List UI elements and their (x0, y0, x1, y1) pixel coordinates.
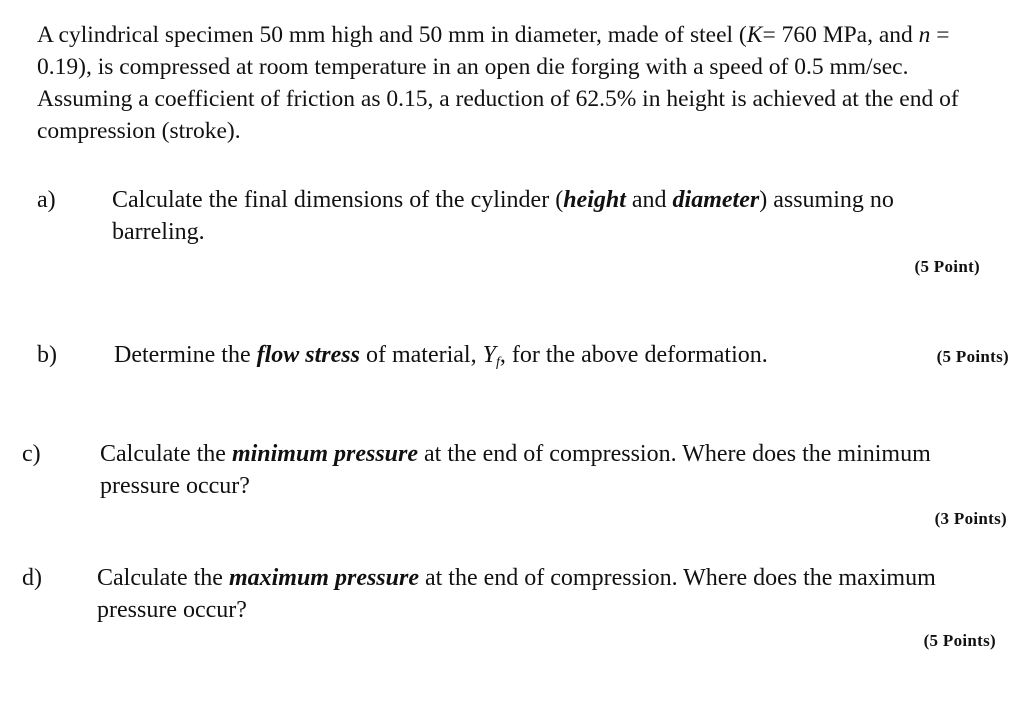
question-d-emphasis-maximum-pressure: maximum pressure (228, 565, 419, 591)
question-a-text-2: and (625, 187, 673, 213)
intro-text-2: = 760 MPa, and (762, 22, 919, 48)
question-b-label: b) (37, 342, 57, 368)
question-a-emphasis-diameter: diameter (672, 187, 760, 213)
question-c-text-1: Calculate the (100, 441, 232, 467)
k-symbol: K (746, 22, 763, 48)
question-a-text-1: Calculate the final dimensions of the cylinder ( (112, 187, 564, 213)
n-symbol: n (918, 22, 931, 48)
question-c-emphasis-minimum-pressure: minimum pressure (231, 441, 418, 467)
question-c-points: (3 Points) (934, 509, 1007, 528)
question-d-text (97, 562, 1002, 626)
question-a-emphasis-height: height (563, 187, 626, 213)
flow-stress-subscript: f (495, 355, 500, 370)
question-d-label: d) (22, 565, 42, 591)
question-b-text-3: , for the above deformation. (499, 342, 768, 368)
question-a-text-3: ) assuming no barreling. (112, 187, 894, 245)
intro-text-1: A cylindrical specimen 50 mm high and 50 mm in diameter, made of steel ( (37, 22, 747, 48)
question-b-text (114, 339, 834, 379)
question-d-points: (5 Points) (923, 631, 996, 650)
intro-text-3: = 0.19), is compressed at room temperature in an open die forging with a speed of 0.5 mm/sec. Assuming a coefficient of friction as 0.15, a reduction of 62.5% in height is achieved at the end of compression (stroke). (37, 22, 959, 144)
question-d-text-1: Calculate the (97, 565, 229, 591)
question-c-text-2: at the end of compression. Where does the minimum pressure occur? (100, 441, 931, 499)
question-b-points: (5 Points) (936, 347, 1009, 366)
problem-statement (37, 19, 987, 147)
question-b-text-2: of material, (359, 342, 483, 368)
question-c-text (100, 438, 1012, 502)
question-b-emphasis-flow-stress: flow stress (256, 342, 360, 368)
question-a-text (112, 184, 982, 248)
question-b-text-1: Determine the (114, 342, 257, 368)
question-d-text-2: at the end of compression. Where does the maximum pressure occur? (97, 565, 936, 623)
question-a-points: (5 Point) (914, 257, 980, 276)
question-c-label: c) (22, 441, 41, 467)
question-a-label: a) (37, 187, 56, 213)
flow-stress-symbol: Y (482, 342, 496, 368)
